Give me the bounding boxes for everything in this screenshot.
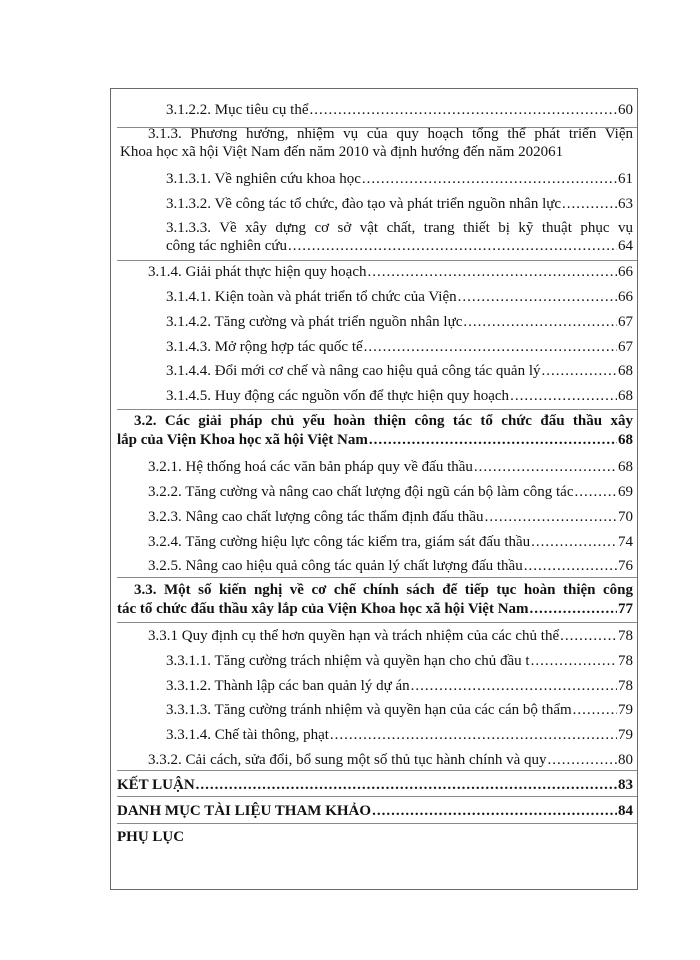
toc-entry-line1[interactable]	[166, 219, 633, 237]
toc-leader-dots	[362, 170, 617, 188]
toc-entry[interactable]	[166, 288, 633, 306]
toc-leader-dots	[330, 726, 617, 744]
toc-chapter[interactable]	[117, 828, 633, 846]
toc-entry-line2[interactable]	[120, 143, 633, 161]
toc-entry-page: 60	[618, 102, 633, 118]
toc-entry-title: 3.1.4.1. Kiện toàn và phát triển tổ chức của Viện	[166, 289, 457, 305]
separator-line	[117, 577, 637, 578]
toc-entry-page: 67	[618, 339, 633, 355]
toc-leader-dots	[573, 701, 617, 719]
toc-entry[interactable]	[148, 557, 633, 575]
toc-section-line2[interactable]	[117, 431, 633, 449]
toc-entry[interactable]	[166, 701, 633, 719]
toc-entry-title: tác tổ chức đấu thầu xây lắp của Viện Khoa học xã hội Việt Nam	[117, 601, 529, 617]
toc-leader-dots	[309, 101, 617, 119]
toc-entry-title: 3.1.4.5. Huy động các nguồn vốn để thực hiện quy hoạch	[166, 388, 510, 404]
toc-entry-title: 3.3.1.3. Tăng cường tránh nhiệm và quyền hạn của các cán bộ thẩm	[166, 702, 572, 718]
toc-entry[interactable]	[148, 508, 633, 526]
toc-entry-title: 3.2.3. Nâng cao chất lượng công tác thẩm định đấu thầu	[148, 509, 484, 525]
toc-leader-dots	[531, 533, 617, 551]
toc-entry-title: 3.1.3.3. Về xây dựng cơ sở vật chất, trang thiết bị kỹ thuật phục vụ	[166, 220, 633, 236]
toc-entry-title: 3.2.1. Hệ thống hoá các văn bản pháp quy về đấu thầu	[148, 459, 473, 475]
toc-section-line1[interactable]	[134, 581, 633, 599]
toc-entry-page: 68	[618, 459, 633, 475]
toc-entry[interactable]	[148, 458, 633, 476]
toc-entry-page: 78	[618, 653, 633, 669]
toc-leader-dots	[369, 431, 617, 449]
toc-entry[interactable]	[166, 677, 633, 695]
toc-entry-page: 64	[618, 238, 633, 254]
toc-entry-title: 3.3.1.2. Thành lập các ban quản lý dự án	[166, 678, 410, 694]
toc-entry[interactable]	[166, 652, 633, 670]
toc-entry-page: 68	[618, 363, 633, 379]
toc-entry[interactable]	[148, 627, 633, 645]
toc-entry-title: 3.2.4. Tăng cường hiệu lực công tác kiểm tra, giám sát đấu thầu	[148, 534, 531, 550]
toc-entry-page: 63	[618, 196, 633, 212]
toc-leader-dots	[196, 776, 617, 794]
toc-leader-dots	[531, 652, 617, 670]
toc-entry-title: công tác nghiên cứu	[166, 238, 288, 254]
toc-entry-page: 77	[618, 601, 633, 617]
toc-entry[interactable]	[148, 533, 633, 551]
toc-leader-dots	[560, 627, 617, 645]
toc-leader-dots	[548, 751, 618, 769]
toc-entry-title: 3.1.3.1. Về nghiên cứu khoa học	[166, 171, 361, 187]
toc-entry-page: 66	[618, 264, 633, 280]
toc-entry-title: 3.1.3.2. Về công tác tổ chức, đào tạo và phát triển nguồn nhân lực	[166, 196, 562, 212]
toc-leader-dots	[542, 362, 617, 380]
separator-line	[117, 770, 637, 771]
toc-entry-title: lắp của Viện Khoa học xã hội Việt Nam	[117, 432, 368, 448]
toc-entry-page: 78	[618, 628, 633, 644]
toc-entry-title: DANH MỤC TÀI LIỆU THAM KHẢO	[117, 803, 372, 819]
toc-entry-page: 78	[618, 678, 633, 694]
toc-entry-title: 3.3.1.1. Tăng cường trách nhiệm và quyền hạn cho chủ đầu t	[166, 653, 530, 669]
separator-line	[117, 796, 637, 797]
toc-leader-dots	[458, 288, 617, 306]
toc-leader-dots	[463, 313, 617, 331]
toc-entry[interactable]	[166, 338, 633, 356]
toc-entry-title: 3.1.4. Giải phát thực hiện quy hoạch	[148, 264, 367, 280]
toc-leader-dots	[411, 677, 617, 695]
toc-leader-dots	[524, 557, 617, 575]
toc-entry-title: Khoa học xã hội Việt Nam đến năm 2010 và định hướng đến năm 2020	[120, 144, 549, 160]
toc-entry-title: PHỤ LỤC	[117, 829, 185, 845]
toc-entry-page: 69	[618, 484, 633, 500]
toc-entry-title: 3.3.1 Quy định cụ thể hơn quyền hạn và trách nhiệm của các chủ thể	[148, 628, 560, 644]
toc-entry-title: 3.3.2. Cải cách, sửa đổi, bổ sung một số thủ tục hành chính và quy	[148, 752, 547, 768]
toc-entry-page: 70	[618, 509, 633, 525]
toc-entry-page: 66	[618, 289, 633, 305]
toc-entry[interactable]	[148, 263, 633, 281]
toc-entry-page: 83	[618, 777, 633, 793]
separator-line	[117, 622, 637, 623]
separator-line	[117, 409, 637, 410]
toc-entry-title: 3.3.1.4. Chế tài thông, phạt	[166, 727, 329, 743]
separator-line	[117, 260, 637, 261]
toc-leader-dots	[364, 338, 617, 356]
toc-entry-line2[interactable]	[166, 237, 633, 255]
toc-entry-title: 3.2.5. Nâng cao hiệu quả công tác quản lý chất lượng đấu thầu	[148, 558, 523, 574]
toc-entry-page: 68	[618, 432, 633, 448]
toc-leader-dots	[574, 483, 617, 501]
toc-entry-title: 3.2. Các giải pháp chủ yếu hoàn thiện công tác tổ chức đấu thầu xây	[134, 413, 633, 429]
toc-leader-dots	[288, 237, 617, 255]
toc-entry-page: 61	[548, 144, 564, 160]
toc-entry-title: 3.1.4.2. Tăng cường và phát triển nguồn nhân lực	[166, 314, 463, 330]
toc-entry-title: 3.2.2. Tăng cường và nâng cao chất lượng đội ngũ cán bộ làm công tác	[148, 484, 574, 500]
toc-entry[interactable]	[166, 170, 633, 188]
toc-entry[interactable]	[166, 101, 633, 119]
toc-section-line1[interactable]	[134, 412, 633, 430]
toc-entry-page: 84	[618, 803, 633, 819]
toc-leader-dots	[372, 802, 617, 820]
toc-entry-page: 79	[618, 702, 633, 718]
toc-entry-page: 68	[618, 388, 633, 404]
toc-entry-title: 3.1.4.4. Đổi mới cơ chế và nâng cao hiệu quả công tác quản lý	[166, 363, 541, 379]
toc-leader-dots	[368, 263, 618, 281]
toc-entry-page: 74	[618, 534, 633, 550]
toc-entry-title: 3.1.3. Phương hướng, nhiệm vụ của quy hoạch tổng thể phát triển Viện	[148, 126, 633, 142]
toc-leader-dots	[530, 600, 617, 618]
toc-entry-page: 61	[618, 171, 633, 187]
toc-entry[interactable]	[166, 362, 633, 380]
toc-entry[interactable]	[166, 387, 633, 405]
toc-chapter[interactable]	[117, 776, 633, 794]
toc-entry-title: KẾT LUẬN	[117, 777, 195, 793]
toc-entry-line1[interactable]	[148, 125, 633, 143]
toc-entry-page: 76	[618, 558, 633, 574]
toc-entry[interactable]	[166, 313, 633, 331]
toc-leader-dots	[562, 195, 617, 213]
toc-entry-title: 3.1.2.2. Mục tiêu cụ thể	[166, 102, 309, 118]
toc-entry[interactable]	[166, 726, 633, 744]
separator-line	[117, 823, 637, 824]
toc-leader-dots	[474, 458, 617, 476]
toc-entry[interactable]	[148, 483, 633, 501]
toc-leader-dots	[510, 387, 617, 405]
toc-entry-page: 67	[618, 314, 633, 330]
toc-entry[interactable]	[166, 195, 633, 213]
toc-entry[interactable]	[148, 751, 633, 769]
toc-entry-title: 3.1.4.3. Mở rộng hợp tác quốc tế	[166, 339, 363, 355]
toc-section-line2[interactable]	[117, 600, 633, 618]
toc-entry-page: 80	[618, 752, 633, 768]
toc-leader-dots	[485, 508, 617, 526]
toc-entry-page: 79	[618, 727, 633, 743]
toc-chapter[interactable]	[117, 802, 633, 820]
toc-entry-title: 3.3. Một số kiến nghị về cơ chế chính sách để tiếp tục hoàn thiện công	[134, 582, 633, 598]
